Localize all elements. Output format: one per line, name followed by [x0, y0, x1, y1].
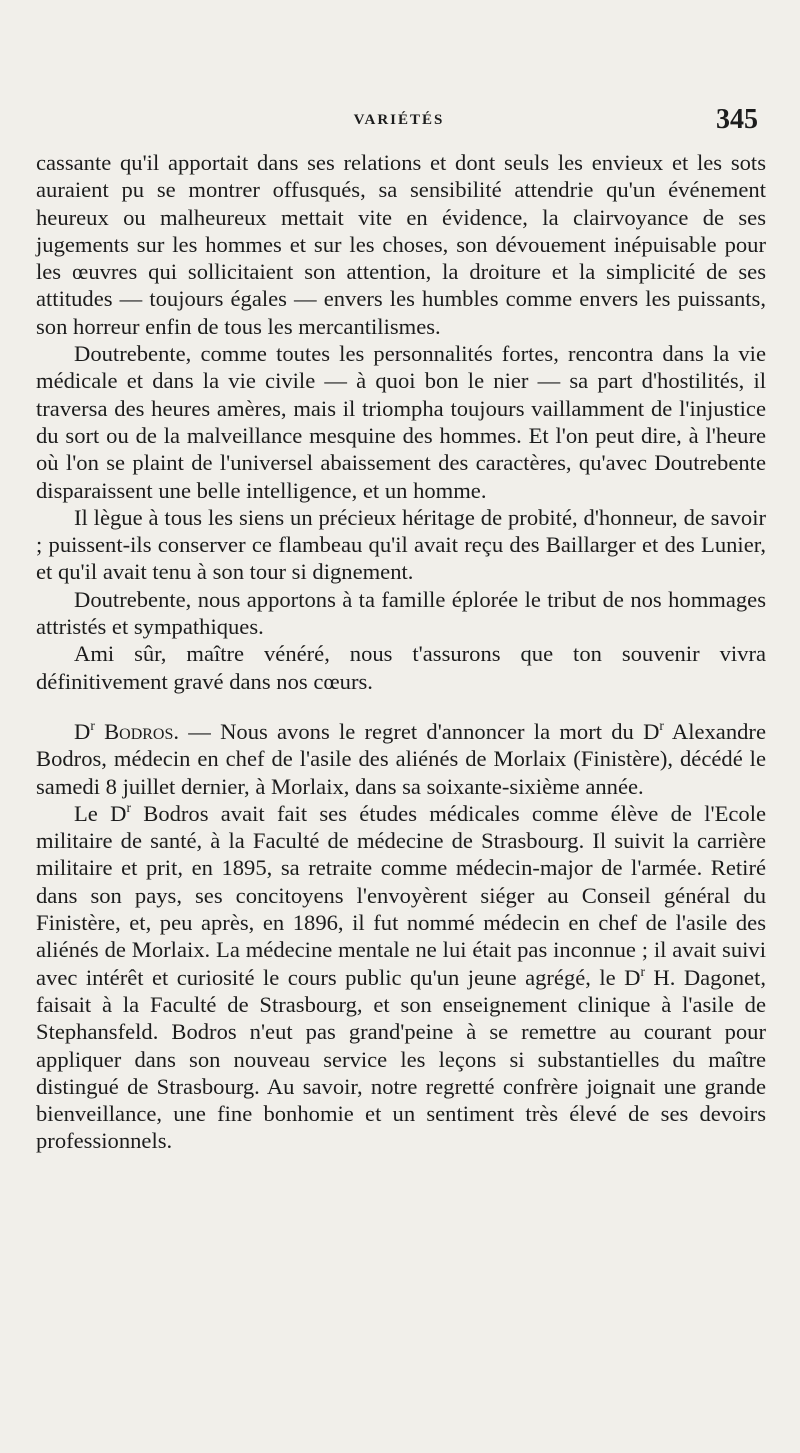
running-head [36, 104, 762, 144]
obituary-lead-tail: Alexandre Bodros, médecin en chef de l'asile des aliénés de Morlaix (Finistère), décédé le samedi 8 juillet dernier, à Morlaix, dans sa soixante-sixième année. [36, 718, 766, 799]
obituary-p2-tail: H. Dagonet, faisait à la Faculté de Strasbourg, et son enseignement clinique à l'asile de Stephansfeld. Bodros n'eut pas grand'peine à se remettre au courant pour appliquer dans son nouveau service les leçons si substantielles du maître distingué de Strasbourg. Au savoir, notre regretté confrère joignait une grande bienveillance, une fine bonhomie et un sentiment très élevé de ses devoirs professionnels. [36, 964, 767, 1154]
obituary-name: Bodros [104, 718, 174, 744]
section-title: VARIÉTÉS [353, 112, 445, 128]
body-text [36, 149, 766, 1155]
paragraph-doutrebente-hostilities: Doutrebente, comme toutes les personnalités fortes, rencontra dans la vie médicale et dans la vie civile — à quoi bon le nier — sa part d'hostilités, il traversa des heures amères, mais il triompha toujours vaillamment de l'injustice du sort ou de la malveillance mesquine des hommes. Et l'on peut dire, à l'heure où l'on se plaint de l'universel abaissement des caractères, qu'avec Doutrebente disparaissent une belle intelligence, et un homme. [36, 341, 766, 503]
paragraph-farewell: Ami sûr, maître vénéré, nous t'assurons que ton souvenir vivra définitivement gravé dans nos cœurs. [36, 641, 766, 694]
paragraph-continuation: cassante qu'il apportait dans ses relations et dont seuls les envieux et les sots auraient pu se montrer offusqués, sa sensibilité attendrie qu'un événement heureux ou malheureux mettait vite en évidence, la clairvoyance de ses jugements sur les hommes et sur les choses, son dévouement inépuisable pour les œuvres qui sollicitaient son attention, la droiture et la simplicité de ses attitudes — toujours égales — envers les humbles comme envers les puissants, son horreur enfin de tous les mercantilismes. [36, 150, 766, 339]
obituary-p2-mid: Bodros avait fait ses études médicales comme élève de l'Ecole militaire de santé, à la Faculté de médecine de Strasbourg. Il suivit la carrière militaire et prit, en 1895, sa retraite comme médecin-major de l'armée. Retiré dans son pays, ses concitoyens l'envoyèrent siéger au Conseil général du Finistère, et, peu après, en 1896, il fut nommé médecin en chef de l'asile des aliénés de Morlaix. La médecine mentale ne lui était pas inconnue ; il avait suivi avec intérêt et curiosité le cours public qu'un jeune agrégé, le [36, 800, 766, 990]
section-spacer [36, 695, 766, 718]
obituary-p2-start: Le [74, 800, 111, 826]
page-number: 345 [716, 104, 758, 135]
obituary-dr-prefix: D [74, 718, 91, 744]
obituary-p2-dr2: D [624, 964, 641, 990]
obituary-dr-sup: r [90, 718, 95, 734]
paragraph-legacy: Il lègue à tous les siens un précieux héritage de probité, d'honneur, de savoir ; puissent-ils conserver ce flambeau qu'il avait reçu des Baillarger et des Lunier, et qu'il avait tenu à son tour si dignement. [36, 504, 766, 585]
obituary-p2-dr: D [110, 800, 127, 826]
obituary-lead-paragraph [36, 718, 766, 800]
obituary-lead-dr2: D [643, 718, 660, 744]
obituary-lead-rest: . — Nous avons le regret d'annoncer la mort du [173, 718, 644, 744]
obituary-career-paragraph [36, 800, 766, 1155]
paragraph-tribute: Doutrebente, nous apportons à ta famille éplorée le tribut de nos hommages attristés et sympathiques. [36, 586, 766, 640]
obituary-p2-dr-sup: r [126, 800, 131, 816]
obituary-lead-dr2-sup: r [659, 718, 664, 734]
obituary-p2-dr2-sup: r [640, 963, 645, 979]
